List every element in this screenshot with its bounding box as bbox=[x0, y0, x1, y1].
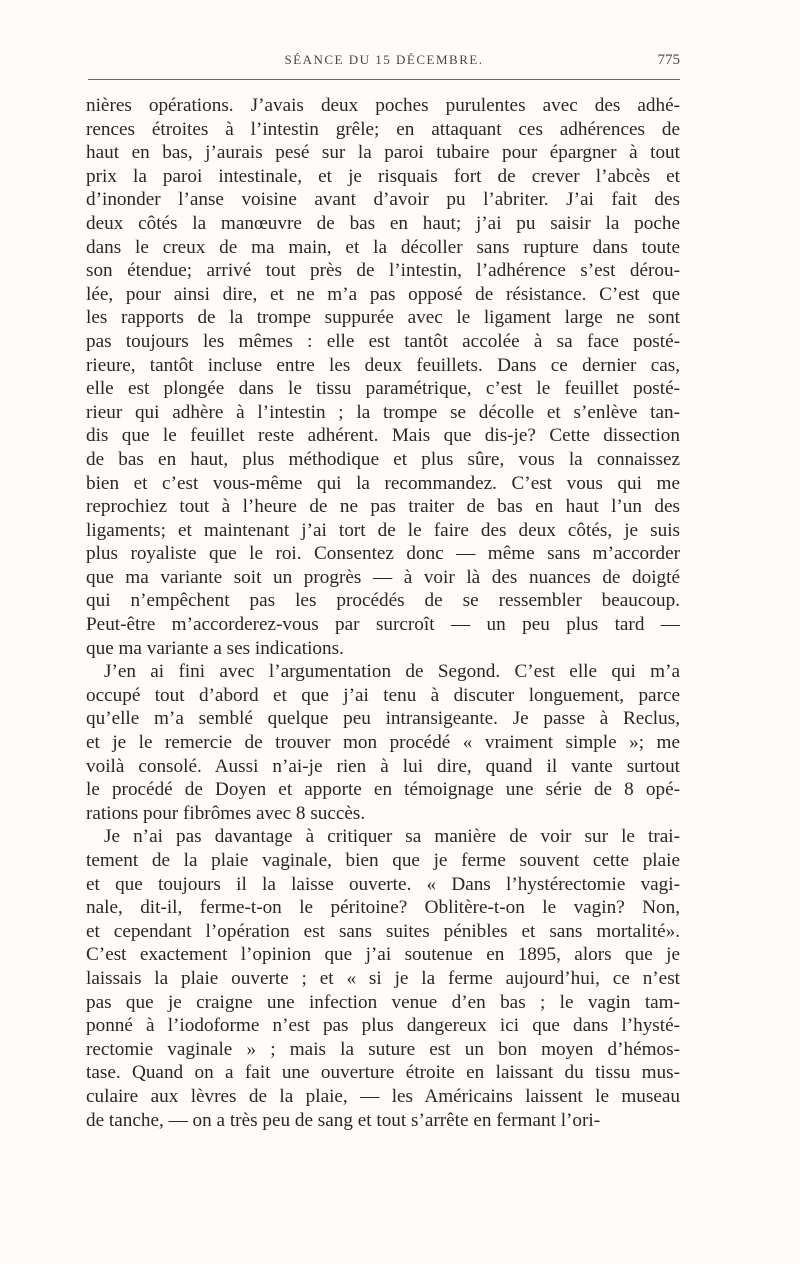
text-line: nale, dit-il, ferme-t-on le péritoine? Oblitère-t-on le vagin? Non, bbox=[86, 897, 680, 919]
text-line: voilà consolé. Aussi n’ai-je rien à lui dire, quand il vante surtout bbox=[86, 755, 680, 777]
header-title: SÉANCE DU 15 DÉCEMBRE. bbox=[284, 52, 484, 67]
text-line: Peut-être m’accorderez-vous par surcroît — un peu plus tard — bbox=[86, 614, 680, 636]
paragraph bbox=[86, 94, 680, 660]
text-line: rieur qui adhère à l’intestin ; la trompe se décolle et s’enlève tan- bbox=[86, 401, 680, 423]
running-header bbox=[88, 52, 680, 74]
text-line: occupé tout d’abord et que j’ai tenu à discuter longuement, parce bbox=[86, 684, 680, 706]
text-line: ponné à l’iodoforme n’est pas plus dangereux ici que dans l’hysté- bbox=[86, 1015, 680, 1037]
text-line: d’inonder l’anse voisine avant d’avoir pu l’abriter. J’ai fait des bbox=[86, 189, 680, 211]
text-line: de bas en haut, plus méthodique et plus sûre, vous la connaissez bbox=[86, 448, 680, 470]
text-line: tase. Quand on a fait une ouverture étroite en laissant du tissu mus- bbox=[86, 1062, 680, 1084]
text-line: rectomie vaginale » ; mais la suture est un bon moyen d’hémos- bbox=[86, 1038, 680, 1060]
text-line: tement de la plaie vaginale, bien que je ferme souvent cette plaie bbox=[86, 850, 680, 871]
page-number: 775 bbox=[657, 52, 680, 68]
text-line: pas que je craigne une infection venue d’en bas ; le vagin tam- bbox=[86, 991, 680, 1013]
text-line: Je n’ai pas davantage à critiquer sa manière de voir sur le trai- bbox=[104, 826, 680, 848]
text-line: rences étroites à l’intestin grêle; en attaquant ces adhérences de bbox=[86, 118, 680, 140]
text-line: qui n’empêchent pas les procédés de se ressembler beaucoup. bbox=[86, 590, 680, 612]
text-line: C’est exactement l’opinion que j’ai soutenue en 1895, alors que je bbox=[86, 944, 680, 966]
text-line: son étendue; arrivé tout près de l’intestin, l’adhérence s’est dérou- bbox=[86, 260, 680, 282]
paragraph bbox=[86, 660, 680, 825]
text-line: bien et c’est vous-même qui la recommandez. C’est vous qui me bbox=[86, 472, 680, 494]
text-line: rations pour fibrômes avec 8 succès. bbox=[86, 802, 366, 824]
header-rule bbox=[88, 79, 680, 80]
text-line: dis que le feuillet reste adhérent. Mais que dis-je? Cette dissection bbox=[86, 425, 680, 447]
text-line: lée, pour ainsi dire, et ne m’a pas opposé de résistance. C’est que bbox=[86, 283, 680, 305]
text-line: reprochiez tout à l’heure de ne pas traiter de bas en haut l’un des bbox=[86, 496, 680, 518]
text-line: de tanche, — on a très peu de sang et tout s’arrête en fermant l’ori- bbox=[86, 1109, 601, 1131]
text-line: que ma variante soit un progrès — à voir là des nuances de doigté bbox=[86, 566, 680, 588]
text-line: nières opérations. J’avais deux poches purulentes avec des adhé- bbox=[86, 95, 680, 116]
text-line: prix la paroi intestinale, et je risquais fort de crever l’abcès et bbox=[86, 165, 680, 187]
body-text bbox=[86, 94, 680, 1132]
text-line: pas toujours les mêmes : elle est tantôt accolée à sa face posté- bbox=[86, 330, 680, 352]
text-line: qu’elle m’a semblé quelque peu intransigeante. Je passe à Reclus, bbox=[86, 708, 680, 730]
text-line: culaire aux lèvres de la plaie, — les Américains laissent le museau bbox=[86, 1085, 680, 1107]
text-line: plus royaliste que le roi. Consentez donc — même sans m’accorder bbox=[86, 543, 680, 565]
text-line: et cependant l’opération est sans suites pénibles et sans mortalité». bbox=[86, 920, 680, 942]
text-line: elle est plongée dans le tissu paramétrique, c’est le feuillet posté- bbox=[86, 378, 680, 400]
text-line: et que toujours il la laisse ouverte. « Dans l’hystérectomie vagi- bbox=[86, 873, 680, 895]
text-line: J’en ai fini avec l’argumentation de Segond. C’est elle qui m’a bbox=[104, 661, 680, 683]
text-line: et je le remercie de trouver mon procédé « vraiment simple »; me bbox=[86, 732, 680, 754]
text-line: laissais la plaie ouverte ; et « si je la ferme aujourd’hui, ce n’est bbox=[86, 967, 680, 989]
text-line: haut en bas, j’aurais pesé sur la paroi tubaire pour épargner à tout bbox=[86, 142, 680, 164]
text-line: deux côtés la manœuvre de bas en haut; j’ai pu saisir la poche bbox=[86, 212, 680, 234]
text-line: les rapports de la trompe suppurée avec le ligament large ne sont bbox=[86, 307, 680, 329]
text-line: que ma variante a ses indications. bbox=[86, 637, 344, 659]
text-line: rieure, tantôt incluse entre les deux feuillets. Dans ce dernier cas, bbox=[86, 354, 680, 376]
text-line: le procédé de Doyen et apporte en témoignage une série de 8 opé- bbox=[86, 779, 680, 801]
paragraph bbox=[86, 825, 680, 1132]
text-line: dans le creux de ma main, et la décoller sans rupture dans toute bbox=[86, 236, 680, 258]
text-line: ligaments; et maintenant j’ai tort de le faire des deux côtés, je suis bbox=[86, 519, 680, 541]
